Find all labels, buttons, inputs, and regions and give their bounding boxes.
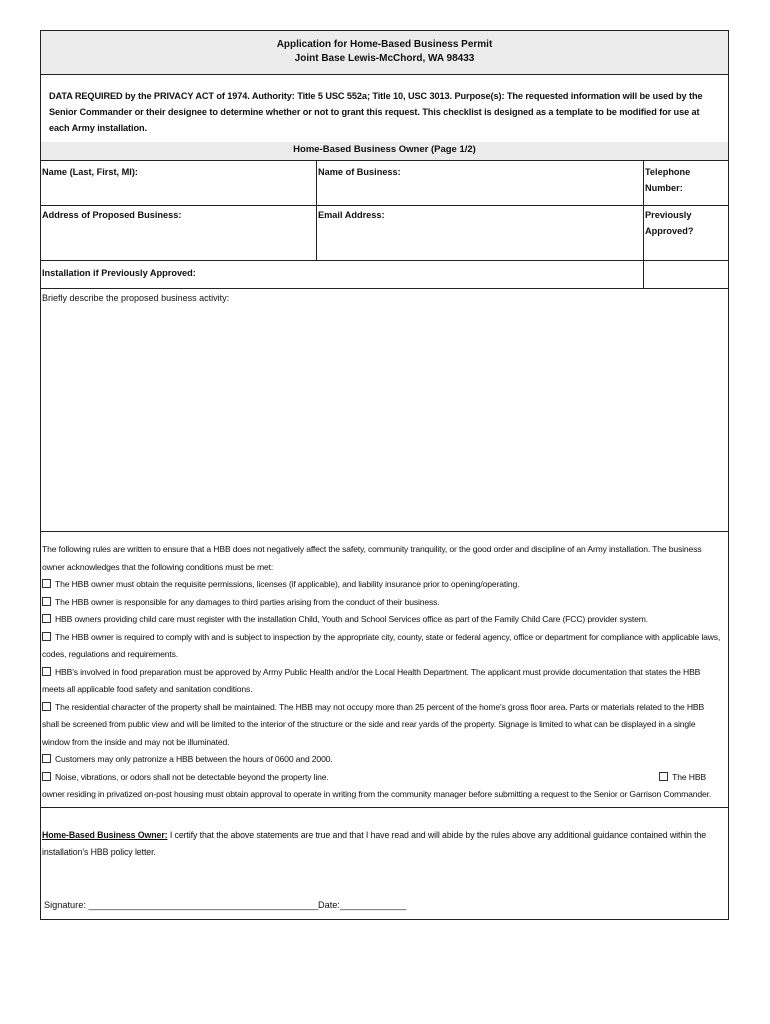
signature-field[interactable]: Signature: _____________________________________________ — [44, 900, 319, 910]
permit-form — [40, 30, 729, 920]
rule-item: Customers may only patronize a HBB between the hours of 0600 and 2000. — [42, 751, 722, 769]
address-field-label: Address of Proposed Business: — [42, 210, 182, 220]
installation-field-label: Installation if Previously Approved: — [42, 268, 196, 278]
checkbox-icon[interactable] — [42, 667, 51, 676]
rules-intro: The following rules are written to ensure that a HBB does not negatively affect the safety, community tranquility, or the good order and discipline of an Army installation. The business owner acknowledges that the following conditions must be met: — [42, 544, 702, 572]
rule-item: Noise, vibrations, or odors shall not be detectable beyond the property line. The HBB — [42, 769, 722, 787]
checkbox-icon[interactable] — [42, 597, 51, 606]
rule-item: HBB owners providing child care must register with the installation Child, Youth and School Services office as part of the Family Child Care (FCC) provider system. — [42, 611, 722, 629]
rule-item: The HBB owner is responsible for any damages to third parties arising from the conduct of their business. — [42, 594, 722, 612]
business-description-label: Briefly describe the proposed business activity: — [42, 293, 230, 303]
form-header — [41, 31, 728, 74]
privacy-act-statement: DATA REQUIRED by the PRIVACY ACT of 1974. Authority: Title 5 USC 552a; Title 10, USC 3013. Purpose(s): The requested information will be used by the Senior Commander or their designee to determine whether or not to grant this request. This checklist is designed as a template to be modified for use at each Army installation. — [49, 91, 703, 133]
business-name-field-label: Name of Business: — [318, 167, 401, 177]
checkbox-icon[interactable] — [42, 754, 51, 763]
checkbox-icon[interactable] — [42, 614, 51, 623]
section-title: Home-Based Business Owner (Page 1/2) — [41, 142, 728, 160]
form-location: Joint Base Lewis-McChord, WA 98433 — [294, 53, 475, 64]
rule-item: The residential character of the property shall be maintained. The HBB may not occupy more than 25 percent of the home's gross floor area. Parts or materials related to the HBB shall be screened from public view and will be limited to the interior of the structure or the side and rear yards of the property. Signage is limited to what can be displayed in a single window from the inside and may not be illuminated. — [42, 701, 705, 747]
email-field-label: Email Address: — [318, 210, 385, 220]
rule-item: HBB's involved in food preparation must be approved by Army Public Health and/or the Local Health Department. The applicant must provide documentation that states the HBB meets all applicable food safety and sanitation conditions. — [42, 666, 701, 694]
certification-statement: Home-Based Business Owner: I certify that the above statements are true and that I have read and will abide by the rules above any additional guidance contained within the installation's HBB policy letter. — [42, 830, 707, 857]
rules-section — [42, 541, 722, 804]
name-field-label: Name (Last, First, MI): — [42, 167, 138, 177]
rule-item: owner residing in privatized on-post housing must obtain approval to operate in writing from the community manager before submitting a request to the Senior or Garrison Commander. — [42, 789, 712, 799]
previously-approved-label: Previously Approved? — [645, 210, 694, 236]
rule-item: The HBB owner is required to comply with and is subject to inspection by the appropriate city, county, state or federal agency, office or department for compliance with applicable laws, codes, regulations and requirements. — [42, 631, 721, 659]
certification-owner-label: Home-Based Business Owner: — [42, 830, 168, 840]
checkbox-icon[interactable] — [42, 632, 51, 641]
checkbox-icon[interactable] — [42, 772, 51, 781]
telephone-field-label: Telephone Number: — [645, 167, 691, 193]
checkbox-icon[interactable] — [42, 579, 51, 588]
checkbox-icon[interactable] — [42, 702, 51, 711]
checkbox-icon[interactable] — [659, 772, 668, 781]
date-field[interactable]: Date:_____________ — [318, 900, 407, 910]
form-title: Application for Home-Based Business Permit — [276, 39, 493, 50]
rule-item: The HBB owner must obtain the requisite permissions, licenses (if applicable), and liability insurance prior to opening/operating. — [42, 576, 722, 594]
